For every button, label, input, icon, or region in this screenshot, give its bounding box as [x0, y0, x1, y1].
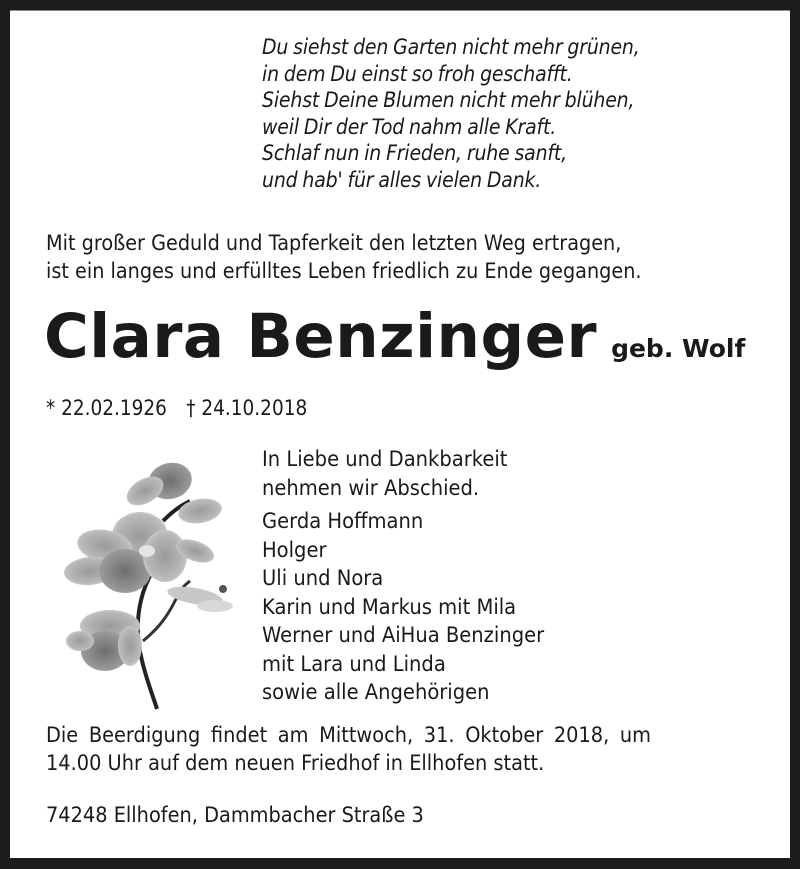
obituary-notice	[10, 10, 790, 858]
poem	[262, 35, 640, 194]
poem-line: und hab' für alles vielen Dank.	[262, 167, 542, 193]
mourner: Karin und Markus mit Mila	[262, 594, 517, 619]
funeral-line: 14.00 Uhr auf dem neuen Friedhof in Ellhofen statt.	[46, 751, 545, 776]
mourner: Gerda Hoffmann	[262, 509, 424, 533]
birth-date: * 22.02.1926	[46, 396, 167, 420]
mourner: sowie alle Angehörigen	[262, 680, 490, 704]
deceased-name: Clara Benzinger	[44, 301, 598, 372]
poem-line: Du siehst den Garten nicht mehr grünen,	[262, 35, 640, 60]
death-date: † 24.10.2018	[186, 396, 308, 420]
intro-line: ist ein langes und erfülltes Leben friedlich zu Ende gegangen.	[46, 259, 642, 284]
deceased-name-row	[44, 301, 745, 372]
poem-line: Siehst Deine Blumen nicht mehr blühen,	[262, 88, 635, 113]
mourner: Holger	[262, 537, 327, 562]
mourner: Werner und AiHua Benzinger	[262, 623, 545, 647]
mourner: mit Lara und Linda	[262, 651, 446, 676]
funeral-line: Die Beerdigung findet am Mittwoch, 31. Oktober 2018, um	[46, 723, 652, 748]
intro-text	[46, 230, 642, 286]
address: 74248 Ellhofen, Dammbacher Straße 3	[46, 803, 424, 828]
farewell-line: In Liebe und Dankbarkeit	[262, 447, 508, 471]
funeral-info	[46, 722, 757, 778]
poem-line: weil Dir der Tod nahm alle Kraft.	[262, 114, 557, 140]
poem-line: in dem Du einst so froh geschafft.	[262, 61, 573, 87]
life-dates	[46, 396, 307, 420]
mourner: Uli und Nora	[262, 566, 384, 590]
intro-line: Mit großer Geduld und Tapferkeit den letzten Weg ertragen,	[46, 231, 622, 256]
farewell-line: nehmen wir Abschied.	[262, 475, 480, 500]
orchid-flower-icon	[55, 451, 245, 711]
poem-line: Schlaf nun in Frieden, ruhe sanft,	[262, 141, 567, 166]
maiden-name: geb. Wolf	[611, 334, 746, 363]
mourners-block	[262, 445, 544, 707]
